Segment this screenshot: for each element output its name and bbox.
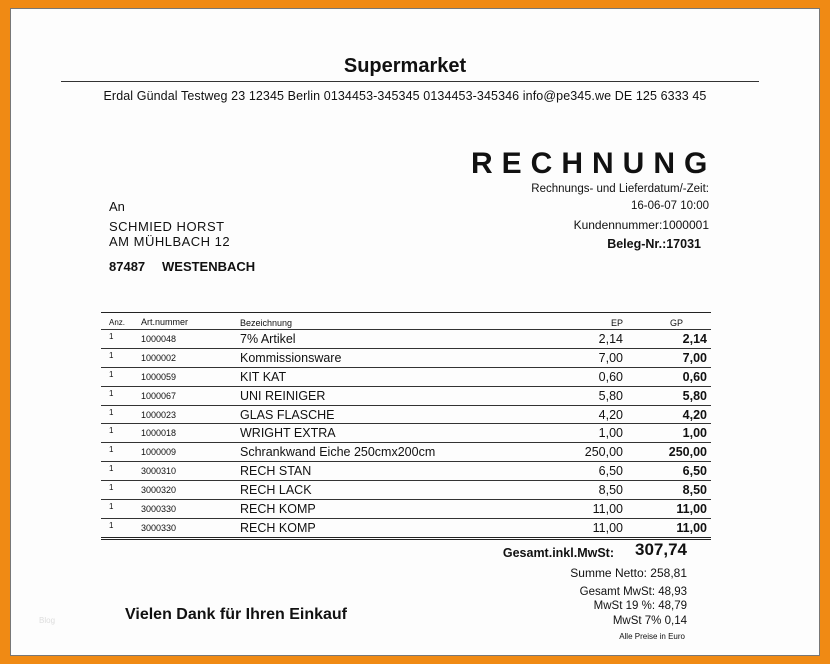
cell-anz: 1 bbox=[109, 445, 114, 455]
header-art: Art.nummer bbox=[141, 317, 189, 327]
cell-anz: 1 bbox=[109, 350, 114, 360]
cell-ep: 5,80 bbox=[598, 388, 623, 403]
gesamt-mwst: Gesamt MwSt: 48,93 bbox=[579, 586, 687, 598]
cell-art: 1000018 bbox=[141, 428, 177, 439]
cell-art: 3000320 bbox=[141, 485, 177, 496]
table-row bbox=[101, 387, 711, 406]
header-divider bbox=[61, 81, 759, 82]
items-table bbox=[101, 312, 711, 540]
mwst-19: MwSt 19 %: 48,79 bbox=[593, 600, 687, 612]
cell-ep: 1,00 bbox=[598, 426, 623, 441]
table-row bbox=[101, 500, 711, 519]
cell-ep: 8,50 bbox=[598, 483, 623, 498]
cell-art: 3000330 bbox=[141, 522, 177, 533]
cell-bez: WRIGHT EXTRA bbox=[240, 426, 336, 441]
cell-ep: 11,00 bbox=[592, 520, 623, 535]
cell-art: 1000023 bbox=[141, 409, 177, 420]
cell-anz: 1 bbox=[109, 332, 114, 341]
cell-ep: 7,00 bbox=[598, 350, 623, 365]
cell-art: 1000067 bbox=[141, 390, 177, 401]
cell-ep: 11,00 bbox=[592, 502, 623, 517]
cell-anz: 1 bbox=[109, 407, 114, 417]
table-row bbox=[101, 462, 711, 481]
cell-gp: 11,00 bbox=[676, 520, 707, 535]
table-row bbox=[101, 443, 711, 462]
recipient-zip: 87487 bbox=[109, 259, 146, 274]
table-row bbox=[101, 349, 711, 368]
cell-bez: GLAS FLASCHE bbox=[240, 407, 335, 422]
gesamt-label: Gesamt.inkl.MwSt: bbox=[502, 546, 614, 560]
table-header bbox=[101, 313, 711, 330]
recipient-street: AM MÜHLBACH 12 bbox=[109, 234, 231, 249]
blog-watermark: Blog bbox=[39, 616, 56, 625]
table-row bbox=[101, 481, 711, 500]
cell-gp: 8,50 bbox=[682, 483, 707, 498]
cell-gp: 11,00 bbox=[676, 502, 707, 517]
cell-art: 1000059 bbox=[141, 371, 177, 382]
cell-gp: 7,00 bbox=[682, 350, 707, 365]
header-anz: Anz. bbox=[109, 318, 126, 327]
cell-gp: 1,00 bbox=[682, 426, 707, 441]
cell-art: 1000002 bbox=[141, 352, 177, 363]
cell-bez: RECH KOMP bbox=[240, 502, 316, 517]
cell-art: 3000310 bbox=[141, 466, 177, 477]
cell-anz: 1 bbox=[109, 426, 114, 436]
table-row bbox=[101, 368, 711, 387]
cell-gp: 0,60 bbox=[682, 369, 707, 384]
date-label: Rechnungs- und Lieferdatum/-Zeit: bbox=[531, 183, 709, 195]
cell-ep: 2,14 bbox=[598, 332, 623, 346]
cell-gp: 2,14 bbox=[682, 332, 707, 346]
gesamt-value: 307,74 bbox=[635, 540, 687, 559]
cell-anz: 1 bbox=[109, 502, 114, 512]
cell-anz: 1 bbox=[109, 388, 114, 398]
cell-ep: 6,50 bbox=[598, 464, 623, 479]
cell-bez: RECH LACK bbox=[240, 483, 312, 498]
cell-anz: 1 bbox=[109, 520, 114, 530]
cell-ep: 0,60 bbox=[598, 369, 623, 384]
store-title: Supermarket bbox=[343, 55, 467, 77]
cell-gp: 5,80 bbox=[682, 388, 707, 403]
cell-bez: Schrankwand Eiche 250cmx200cm bbox=[240, 445, 436, 460]
cell-gp: 250,00 bbox=[668, 445, 707, 460]
cell-anz: 1 bbox=[109, 483, 114, 493]
euro-note: Alle Preise in Euro bbox=[619, 632, 685, 641]
cell-ep: 250,00 bbox=[584, 445, 623, 460]
invoice-heading: RECHNUNG bbox=[471, 147, 717, 180]
invoice-page bbox=[10, 8, 820, 656]
mwst-7: MwSt 7% 0,14 bbox=[612, 615, 687, 627]
cell-bez: 7% Artikel bbox=[240, 332, 296, 346]
cell-bez: RECH STAN bbox=[240, 464, 312, 479]
cell-gp: 4,20 bbox=[682, 407, 707, 422]
cell-gp: 6,50 bbox=[682, 464, 707, 479]
cell-bez: RECH KOMP bbox=[240, 520, 316, 535]
recipient-an: An bbox=[109, 199, 125, 214]
cell-bez: KIT KAT bbox=[240, 369, 287, 384]
recipient-city: WESTENBACH bbox=[162, 259, 256, 274]
cell-ep: 4,20 bbox=[598, 407, 623, 422]
header-gp: GP bbox=[669, 318, 683, 328]
header-bez: Bezeichnung bbox=[240, 318, 293, 328]
cell-anz: 1 bbox=[109, 464, 114, 474]
cell-art: 3000330 bbox=[141, 504, 177, 515]
table-row bbox=[101, 330, 711, 349]
recipient-name: SCHMIED HORST bbox=[109, 219, 225, 234]
date-value: 16-06-07 10:00 bbox=[630, 200, 709, 212]
cell-bez: UNI REINIGER bbox=[240, 388, 326, 403]
table-row bbox=[101, 424, 711, 443]
beleg-number: Beleg-Nr.:17031 bbox=[607, 237, 701, 251]
header-ep: EP bbox=[610, 318, 623, 328]
cell-anz: 1 bbox=[109, 369, 114, 379]
cell-bez: Kommissionsware bbox=[240, 350, 342, 365]
customer-number: Kundennummer:1000001 bbox=[573, 218, 709, 232]
cell-art: 1000048 bbox=[141, 334, 177, 344]
thanks-message: Vielen Dank für Ihren Einkauf bbox=[125, 606, 347, 623]
cell-art: 1000009 bbox=[141, 447, 177, 458]
table-row bbox=[101, 519, 711, 537]
store-address: Erdal Gündal Testweg 23 12345 Berlin 0134453-345345 0134453-345346 info@pe345.we DE 125 6333 45 bbox=[103, 89, 707, 103]
summe-netto: Summe Netto: 258,81 bbox=[570, 566, 687, 580]
table-row bbox=[101, 406, 711, 425]
